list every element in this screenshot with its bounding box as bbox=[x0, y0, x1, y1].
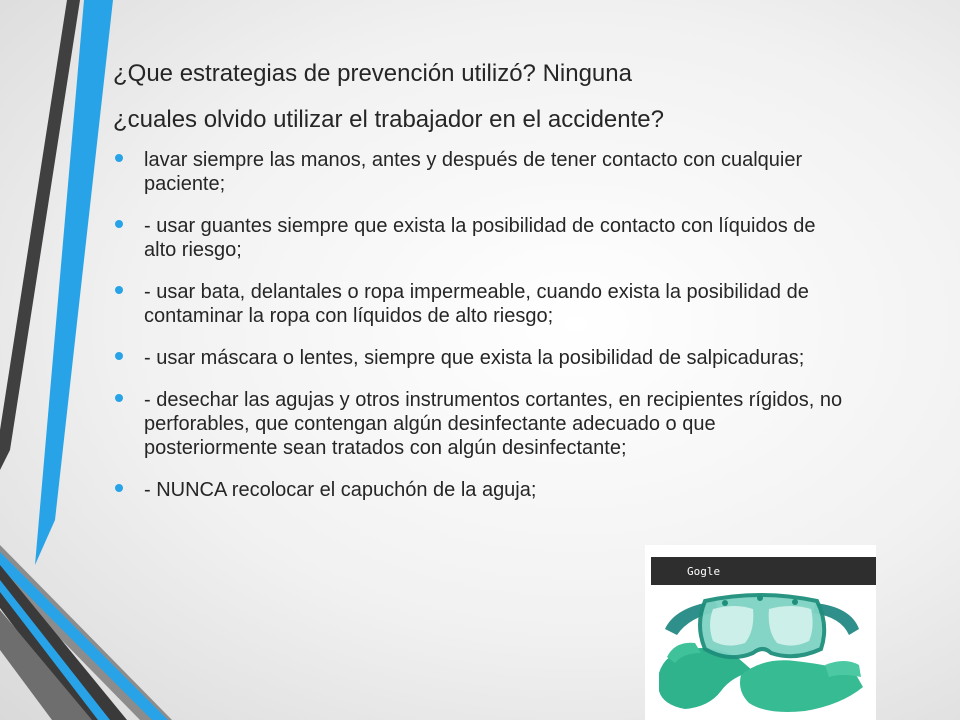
goggles-lens-right bbox=[769, 606, 813, 646]
bullet-item bbox=[113, 214, 853, 262]
bullet-item bbox=[113, 148, 853, 196]
bullet-dot-icon bbox=[115, 484, 123, 492]
bullet-item bbox=[113, 346, 853, 370]
slide-heading-primary: ¿Que estrategias de prevención utilizó? Ninguna bbox=[113, 60, 632, 87]
bullet-dot-icon bbox=[115, 286, 123, 294]
goggles-lens-left bbox=[710, 606, 753, 646]
goggles-vent bbox=[722, 600, 728, 606]
bullet-text: - desechar las agujas y otros instrumentos cortantes, en recipientes rígidos, no perforables, que contengan algún desinfectante adecuado o que posteriormente sean tratados con algún desinfectante; bbox=[144, 389, 843, 459]
bullet-text: - usar máscara o lentes, siempre que exista la posibilidad de salpicaduras; bbox=[144, 347, 805, 369]
goggles-gloves-illustration-icon bbox=[645, 545, 876, 720]
bullet-item bbox=[113, 388, 853, 460]
goggles-gloves-image bbox=[645, 545, 876, 720]
bullet-list bbox=[113, 148, 853, 520]
goggles-vent bbox=[792, 599, 798, 605]
goggles-vent bbox=[757, 595, 763, 601]
bullet-dot-icon bbox=[115, 352, 123, 360]
right-glove-finger bbox=[825, 661, 861, 677]
bullet-dot-icon bbox=[115, 220, 123, 228]
bullet-text: - usar bata, delantales o ropa impermeable, cuando exista la posibilidad de contaminar la ropa con líquidos de alto riesgo; bbox=[144, 281, 809, 327]
slide-heading-secondary: ¿cuales olvido utilizar el trabajador en el accidente? bbox=[113, 106, 664, 133]
bullet-item bbox=[113, 478, 853, 502]
bullet-text: - NUNCA recolocar el capuchón de la aguja; bbox=[144, 479, 537, 501]
bullet-dot-icon bbox=[115, 154, 123, 162]
stripe-upper-blue bbox=[35, 0, 113, 565]
bullet-dot-icon bbox=[115, 394, 123, 402]
image-caption-label: Gogle bbox=[687, 565, 721, 578]
bullet-text: - usar guantes siempre que exista la posibilidad de contacto con líquidos de alto riesgo; bbox=[144, 215, 816, 261]
bullet-item bbox=[113, 280, 853, 328]
bullet-text: lavar siempre las manos, antes y después de tener contacto con cualquier paciente; bbox=[144, 149, 803, 195]
